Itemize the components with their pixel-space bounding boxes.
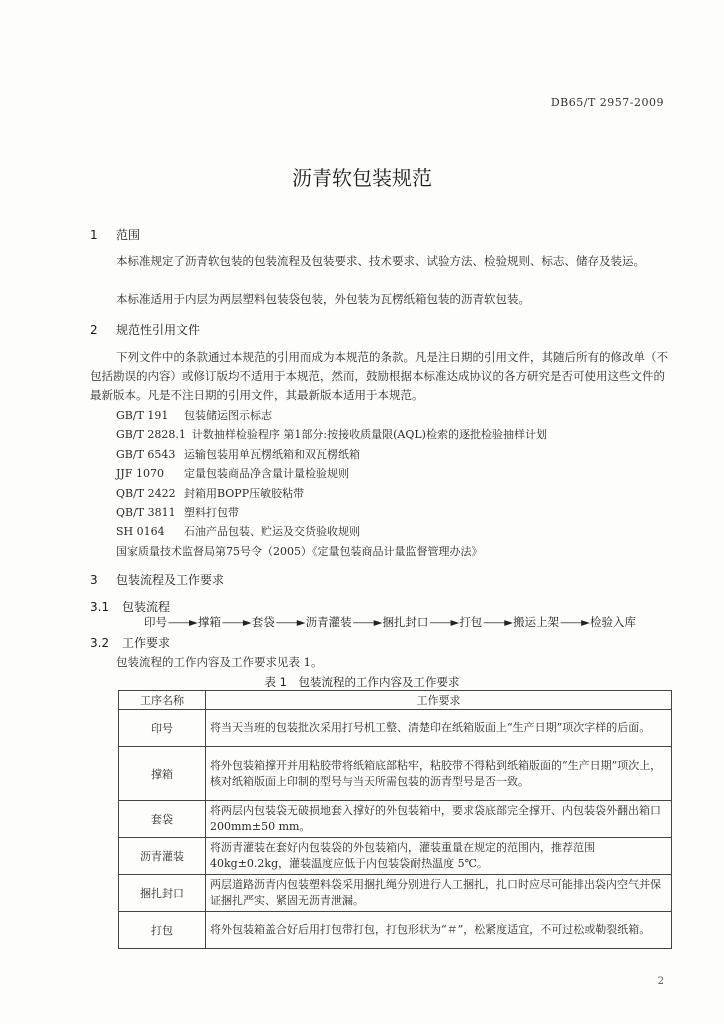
reference-code: GB/T 2828.1 bbox=[116, 428, 186, 442]
requirement-cell: 将外包装箱盖合好后用打包带打包，打包形状为“＃”，松紧度适宜，不可过松或勒裂纸箱。 bbox=[206, 912, 672, 949]
requirement-cell: 将两层内包装袋无破损地套入撑好的外包装箱中，要求袋底部完全撑开、内包装袋外翻出箱口 200mm±50 mm。 bbox=[206, 801, 672, 838]
reference-item bbox=[116, 425, 547, 444]
arrow-right-icon: ——► bbox=[275, 615, 305, 629]
subsection-3-2-heading bbox=[90, 634, 170, 651]
table-row bbox=[119, 710, 672, 747]
reference-code: SH 0164 bbox=[116, 525, 165, 539]
section-title: 包装流程及工作要求 bbox=[116, 573, 225, 587]
reference-title: 石油产品包装、贮运及交货验收规则 bbox=[184, 525, 360, 539]
section-number: 3 bbox=[90, 573, 98, 587]
scope-paragraph-1: 本标准规定了沥青软包装的包装流程及包装要求、技术要求、试验方法、检验规则、标志、储存及装运。 bbox=[116, 254, 645, 268]
flow-step: 套袋 bbox=[251, 615, 275, 629]
table-row bbox=[119, 912, 672, 949]
table-row bbox=[119, 801, 672, 838]
reference-list bbox=[116, 406, 547, 561]
reference-item bbox=[116, 406, 547, 425]
section-1-heading bbox=[90, 226, 140, 243]
reference-item bbox=[116, 484, 547, 503]
reference-code: QB/T 2422 bbox=[116, 486, 176, 500]
flow-step: 捆扎封口 bbox=[382, 615, 429, 629]
reference-title: 定量包装商品净含量计量检验规则 bbox=[184, 467, 349, 481]
section-2-heading bbox=[90, 321, 200, 338]
table-caption: 表 1 包装流程的工作内容及工作要求 bbox=[264, 675, 460, 689]
arrow-right-icon: ——► bbox=[168, 615, 197, 629]
arrow-right-icon: ——► bbox=[560, 615, 590, 629]
flow-step: 撑箱 bbox=[197, 615, 221, 629]
arrow-right-icon: ——► bbox=[221, 615, 251, 629]
process-name-cell: 打包 bbox=[119, 912, 206, 949]
section-number: 1 bbox=[90, 228, 98, 242]
section-3-heading bbox=[90, 571, 224, 588]
requirement-cell: 将沥青灌装在套好内包装袋的外包装箱内，灌装重量在规定的范围内，推荐范围 40kg±0.2kg，灌装温度应低于内包装袋耐热温度 5℃。 bbox=[206, 838, 672, 875]
reference-item bbox=[116, 464, 547, 483]
requirement-cell: 两层道路沥青内包装塑料袋采用捆扎绳分别进行人工捆扎，扎口时应尽可能排出袋内空气并保证捆扎严实、紧固无沥青泄漏。 bbox=[206, 875, 672, 912]
table-row bbox=[119, 747, 672, 801]
process-name-cell: 沥青灌装 bbox=[119, 838, 206, 875]
reference-item bbox=[116, 503, 547, 522]
reference-code: GB/T 191 bbox=[116, 409, 169, 422]
standard-code: DB65/T 2957-2009 bbox=[550, 96, 664, 109]
flow-step: 打包 bbox=[459, 615, 483, 629]
column-header: 工序名称 bbox=[119, 691, 206, 710]
process-name-cell: 印号 bbox=[119, 710, 206, 747]
table-header-row bbox=[119, 691, 672, 710]
references-intro-paragraph: 下列文件中的条款通过本规范的引用而成为本规范的条款。凡是注日期的引用文件，其随后所有的修改单（不包括勘误的内容）或修订版均不适用于本规范，然而，鼓励根据本标准达成协议的各方研究是否可使用这些文件的最新版本。凡是不注日期的引用文件，其最新版本适用于本规范。 bbox=[90, 350, 668, 402]
process-name-cell: 捆扎封口 bbox=[119, 875, 206, 912]
reference-item bbox=[116, 445, 547, 464]
table-row bbox=[119, 875, 672, 912]
packaging-flow bbox=[144, 614, 636, 630]
flow-step: 印号 bbox=[144, 615, 167, 629]
reference-title: 运输包装用单瓦楞纸箱和双瓦楞纸箱 bbox=[184, 447, 360, 461]
table-row bbox=[119, 838, 672, 875]
work-requirements-paragraph: 包装流程的工作内容及工作要求见表 1。 bbox=[116, 655, 323, 669]
reference-title: 封箱用BOPP压敏胶粘带 bbox=[184, 486, 305, 500]
reference-title: 塑料打包带 bbox=[184, 506, 239, 520]
reference-title: 计数抽样检验程序 第1部分:按接收质量限(AQL)检索的逐批检验抽样计划 bbox=[191, 428, 547, 442]
requirement-cell: 将当天当班的包装批次采用打号机工整、清楚印在纸箱版面上“生产日期”项次字样的后面。 bbox=[206, 710, 672, 747]
subsection-number: 3.1 bbox=[90, 600, 110, 614]
scope-paragraph-2: 本标准适用于内层为两层塑料包装袋包装，外包装为瓦楞纸箱包装的沥青软包装。 bbox=[116, 292, 530, 306]
reference-item: 国家质量技术监督局第75号令（2005）《定量包装商品计量监督管理办法》 bbox=[116, 544, 483, 558]
subsection-title: 包装流程 bbox=[122, 600, 171, 614]
process-name-cell: 套袋 bbox=[119, 801, 206, 838]
reference-code: GB/T 6543 bbox=[116, 447, 176, 461]
subsection-number: 3.2 bbox=[90, 636, 110, 650]
document-title: 沥青软包装规范 bbox=[292, 166, 432, 190]
reference-code: JJF 1070 bbox=[116, 467, 164, 481]
flow-step: 搬运上架 bbox=[513, 615, 560, 629]
section-title: 规范性引用文件 bbox=[116, 323, 201, 337]
section-title: 范围 bbox=[116, 228, 141, 242]
reference-title: 包装储运图示标志 bbox=[184, 409, 272, 422]
page-number: 2 bbox=[657, 976, 664, 987]
subsection-3-1-heading bbox=[90, 598, 170, 615]
flow-step: 沥青灌装 bbox=[305, 615, 352, 629]
flow-step: 检验入库 bbox=[590, 615, 637, 629]
requirement-cell: 将外包装箱撑开并用粘胶带将纸箱底部粘牢，粘胶带不得粘到纸箱版面的“生产日期”项次上，核对纸箱版面上印制的型号与当天所需包装的沥青型号是否一致。 bbox=[206, 747, 672, 801]
reference-code: QB/T 3811 bbox=[116, 506, 176, 520]
column-header: 工作要求 bbox=[206, 691, 672, 710]
process-name-cell: 撑箱 bbox=[119, 747, 206, 801]
subsection-title: 工作要求 bbox=[122, 636, 171, 650]
reference-item bbox=[116, 522, 547, 541]
work-requirements-table bbox=[118, 690, 672, 949]
arrow-right-icon: ——► bbox=[429, 615, 459, 629]
arrow-right-icon: ——► bbox=[352, 615, 382, 629]
section-number: 2 bbox=[90, 323, 98, 337]
arrow-right-icon: ——► bbox=[483, 615, 513, 629]
